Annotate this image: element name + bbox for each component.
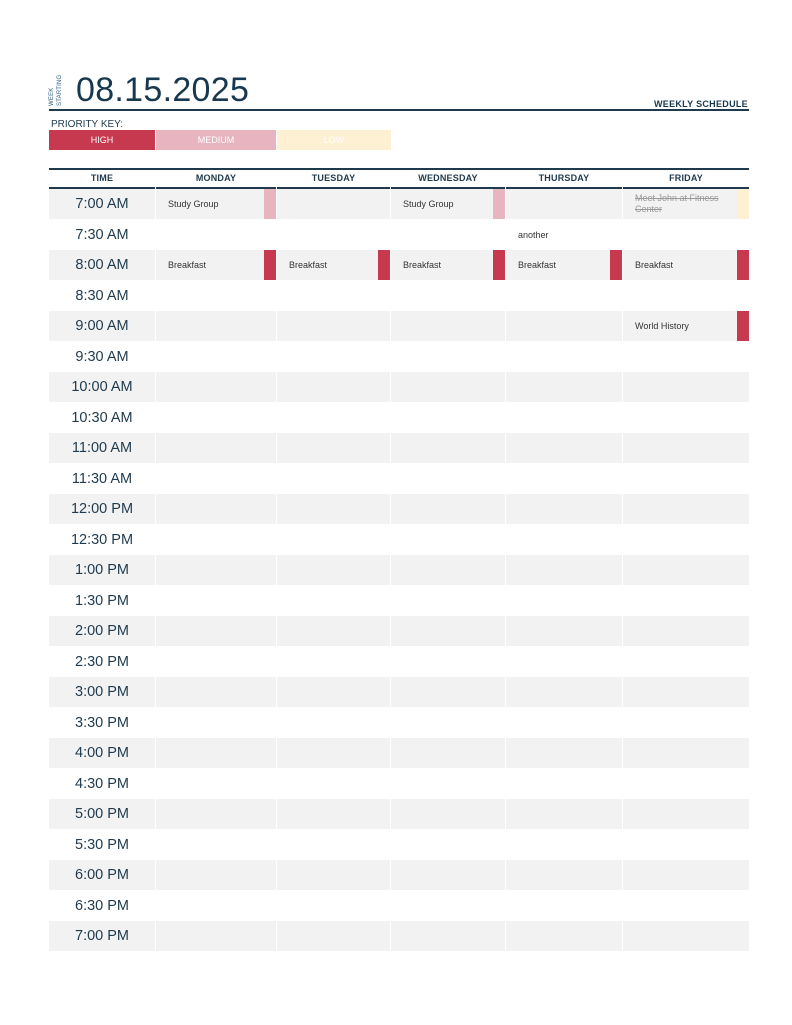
schedule-cell-monday[interactable] <box>156 647 276 677</box>
table-row <box>49 403 749 433</box>
time-cell: 9:00 AM <box>49 311 155 341</box>
week-start-date[interactable]: 08.15.2025 <box>76 71 250 109</box>
schedule-cell-friday[interactable] <box>623 281 749 311</box>
priority-marker-high <box>264 250 276 280</box>
table-row <box>49 342 749 372</box>
schedule-cell-tuesday[interactable] <box>277 220 390 250</box>
event-entry[interactable]: Meet John at Fitness Center <box>635 193 719 214</box>
page-title: WEEKLY SCHEDULE <box>653 99 748 109</box>
time-cell: 3:00 PM <box>49 677 155 707</box>
time-cell: 8:00 AM <box>49 250 155 280</box>
schedule-cell-thursday[interactable] <box>506 494 622 524</box>
schedule-cell-wednesday[interactable] <box>391 464 505 494</box>
schedule-cell-friday[interactable] <box>623 677 749 707</box>
time-cell: 6:00 PM <box>49 860 155 890</box>
schedule-cell-wednesday[interactable] <box>391 830 505 860</box>
schedule-cell-tuesday[interactable] <box>277 708 390 738</box>
table-row <box>49 525 749 555</box>
schedule-cell-tuesday[interactable] <box>277 860 390 890</box>
schedule-cell-friday[interactable] <box>623 799 749 829</box>
table-row <box>49 281 749 311</box>
schedule-cell-thursday[interactable] <box>506 525 622 555</box>
schedule-cell-monday[interactable] <box>156 799 276 829</box>
priority-marker-low <box>737 189 749 219</box>
schedule-cell-wednesday[interactable] <box>391 921 505 951</box>
priority-marker-high <box>737 250 749 280</box>
schedule-cell-thursday[interactable] <box>506 891 622 921</box>
priority-marker-high <box>378 250 390 280</box>
priority-marker-medium <box>264 189 276 219</box>
schedule-cell-tuesday[interactable] <box>277 403 390 433</box>
schedule-cell-monday[interactable] <box>156 342 276 372</box>
schedule-cell-monday[interactable] <box>156 738 276 768</box>
priority-marker-high <box>493 250 505 280</box>
schedule-cell-friday[interactable] <box>623 860 749 890</box>
schedule-cell-friday[interactable] <box>623 403 749 433</box>
schedule-cell-wednesday[interactable] <box>391 494 505 524</box>
schedule-cell-wednesday[interactable] <box>391 433 505 463</box>
time-cell: 1:00 PM <box>49 555 155 585</box>
schedule-cell-monday[interactable] <box>156 921 276 951</box>
schedule-cell-tuesday[interactable] <box>277 891 390 921</box>
schedule-cell-tuesday[interactable] <box>277 433 390 463</box>
time-cell: 9:30 AM <box>75 348 129 365</box>
week-starting-label: WEEK STARTING <box>49 74 63 106</box>
schedule-cell-monday[interactable] <box>156 433 276 463</box>
schedule-cell-monday[interactable] <box>156 677 276 707</box>
schedule-cell-thursday[interactable] <box>506 372 622 402</box>
time-cell: 6:30 PM <box>75 897 129 914</box>
time-cell: 8:30 AM <box>75 287 129 304</box>
table-row <box>49 616 749 646</box>
header-divider <box>49 109 749 111</box>
schedule-cell-friday[interactable] <box>623 555 749 585</box>
time-cell: 5:00 PM <box>49 799 155 829</box>
table-row <box>49 189 749 219</box>
table-row <box>49 738 749 768</box>
schedule-cell-tuesday[interactable] <box>277 738 390 768</box>
time-cell: 10:30 AM <box>71 409 133 426</box>
schedule-cell-tuesday[interactable] <box>277 830 390 860</box>
event-entry[interactable]: Breakfast <box>403 260 442 270</box>
table-row <box>49 372 749 402</box>
time-cell: 4:00 PM <box>49 738 155 768</box>
table-row <box>49 250 749 280</box>
schedule-cell-tuesday[interactable] <box>277 464 390 494</box>
schedule-cell-tuesday[interactable] <box>277 799 390 829</box>
schedule-cell-wednesday[interactable] <box>391 891 505 921</box>
schedule-cell-thursday[interactable] <box>506 708 622 738</box>
table-row <box>49 555 749 585</box>
schedule-cell-wednesday[interactable] <box>391 281 505 311</box>
table-row <box>49 677 749 707</box>
schedule-cell-wednesday[interactable] <box>391 342 505 372</box>
schedule-cell-wednesday[interactable] <box>391 769 505 799</box>
time-cell: 4:30 PM <box>75 775 129 792</box>
time-cell: 10:00 AM <box>49 372 155 402</box>
schedule-cell-thursday[interactable] <box>506 799 622 829</box>
schedule-cell-thursday[interactable] <box>506 921 622 951</box>
event-entry[interactable]: Breakfast <box>168 260 207 270</box>
column-header-friday: FRIDAY <box>623 170 749 189</box>
schedule-cell-monday[interactable] <box>156 494 276 524</box>
schedule-cell-thursday[interactable] <box>506 586 622 616</box>
schedule-cell-thursday[interactable] <box>506 342 622 372</box>
time-cell: 7:00 PM <box>49 921 155 951</box>
schedule-cell-wednesday[interactable] <box>391 860 505 890</box>
schedule-cell-wednesday[interactable] <box>391 555 505 585</box>
time-cell: 1:30 PM <box>75 592 129 609</box>
schedule-cell-tuesday[interactable] <box>277 586 390 616</box>
schedule-cell-tuesday[interactable] <box>277 525 390 555</box>
column-header-monday: MONDAY <box>156 170 276 189</box>
time-cell: 11:30 AM <box>71 470 133 487</box>
schedule-cell-friday[interactable] <box>623 830 749 860</box>
column-header-wednesday: WEDNESDAY <box>391 170 505 189</box>
time-cell: 12:00 PM <box>49 494 155 524</box>
schedule-cell-monday[interactable] <box>156 281 276 311</box>
table-row <box>49 860 749 890</box>
table-row <box>49 708 749 738</box>
schedule-cell-tuesday[interactable] <box>277 921 390 951</box>
schedule-cell-monday[interactable] <box>156 769 276 799</box>
event-entry[interactable]: Breakfast <box>635 260 674 270</box>
schedule-cell-friday[interactable] <box>623 921 749 951</box>
event-entry[interactable]: another <box>518 229 549 240</box>
event-entry[interactable]: Breakfast <box>518 260 557 270</box>
schedule-cell-friday[interactable] <box>623 433 749 463</box>
schedule-cell-tuesday[interactable] <box>277 555 390 585</box>
schedule-cell-thursday[interactable] <box>506 433 622 463</box>
schedule-cell-friday[interactable] <box>623 342 749 372</box>
schedule-cell-thursday[interactable] <box>506 403 622 433</box>
schedule-cell-wednesday[interactable] <box>391 677 505 707</box>
schedule-cell-wednesday[interactable] <box>391 708 505 738</box>
time-cell: 2:00 PM <box>49 616 155 646</box>
schedule-cell-monday[interactable] <box>156 220 276 250</box>
schedule-cell-friday[interactable] <box>623 769 749 799</box>
event-entry[interactable]: Breakfast <box>289 260 328 270</box>
schedule-cell-thursday[interactable] <box>506 189 622 219</box>
schedule-cell-thursday[interactable] <box>506 464 622 494</box>
column-header-tuesday: TUESDAY <box>277 170 390 189</box>
schedule-cell-thursday[interactable] <box>506 738 622 768</box>
priority-marker-high <box>610 250 622 280</box>
schedule-cell-monday[interactable] <box>156 586 276 616</box>
schedule-cell-tuesday[interactable] <box>277 677 390 707</box>
schedule-cell-monday[interactable] <box>156 830 276 860</box>
schedule-cell-thursday[interactable] <box>506 281 622 311</box>
table-row <box>49 311 749 341</box>
schedule-cell-monday[interactable] <box>156 860 276 890</box>
schedule-cell-monday[interactable] <box>156 464 276 494</box>
schedule-cell-thursday[interactable] <box>506 677 622 707</box>
schedule-cell-friday[interactable] <box>623 494 749 524</box>
schedule-cell-thursday[interactable] <box>506 555 622 585</box>
schedule-cell-tuesday[interactable] <box>277 372 390 402</box>
table-row <box>49 464 749 494</box>
schedule-cell-tuesday[interactable] <box>277 616 390 646</box>
schedule-cell-thursday[interactable] <box>506 769 622 799</box>
schedule-cell-thursday[interactable] <box>506 860 622 890</box>
schedule-cell-tuesday[interactable] <box>277 311 390 341</box>
schedule-cell-wednesday[interactable] <box>391 311 505 341</box>
schedule-cell-wednesday[interactable] <box>391 372 505 402</box>
table-row <box>49 830 749 860</box>
schedule-cell-wednesday[interactable] <box>391 738 505 768</box>
schedule-cell-monday[interactable] <box>156 708 276 738</box>
table-row <box>49 647 749 677</box>
event-entry[interactable]: Study Group <box>168 199 219 209</box>
schedule-cell-wednesday[interactable] <box>391 586 505 616</box>
schedule-cell-friday[interactable] <box>623 708 749 738</box>
schedule-cell-monday[interactable] <box>156 372 276 402</box>
schedule-cell-monday[interactable] <box>156 525 276 555</box>
event-entry[interactable]: World History <box>635 321 689 331</box>
schedule-cell-wednesday[interactable] <box>391 799 505 829</box>
table-row <box>49 891 749 921</box>
schedule-cell-tuesday[interactable] <box>277 769 390 799</box>
schedule-cell-wednesday[interactable] <box>391 525 505 555</box>
schedule-cell-monday[interactable] <box>156 311 276 341</box>
time-cell: 7:00 AM <box>49 189 155 219</box>
schedule-cell-monday[interactable] <box>156 891 276 921</box>
schedule-cell-friday[interactable] <box>623 647 749 677</box>
table-row <box>49 433 749 463</box>
priority-key-low: LOW <box>277 130 391 150</box>
priority-marker-medium <box>493 189 505 219</box>
priority-key-label: PRIORITY KEY: <box>51 119 124 130</box>
time-cell: 7:30 AM <box>75 226 129 243</box>
table-row <box>49 494 749 524</box>
schedule-cell-tuesday[interactable] <box>277 647 390 677</box>
schedule-cell-monday[interactable] <box>156 555 276 585</box>
schedule-cell-friday[interactable] <box>623 738 749 768</box>
schedule-cell-monday[interactable] <box>156 616 276 646</box>
schedule-cell-friday[interactable] <box>623 525 749 555</box>
schedule-cell-friday[interactable] <box>623 616 749 646</box>
time-cell: 2:30 PM <box>75 653 129 670</box>
schedule-cell-friday[interactable] <box>623 464 749 494</box>
table-row <box>49 586 749 616</box>
schedule-cell-monday[interactable] <box>156 403 276 433</box>
schedule-cell-thursday[interactable] <box>506 616 622 646</box>
time-cell: 12:30 PM <box>70 531 134 548</box>
schedule-cell-friday[interactable] <box>623 891 749 921</box>
schedule-cell-wednesday[interactable] <box>391 647 505 677</box>
table-row <box>49 921 749 951</box>
schedule-cell-tuesday[interactable] <box>277 494 390 524</box>
priority-key-high: HIGH <box>49 130 155 150</box>
priority-key-medium: MEDIUM <box>156 130 276 150</box>
schedule-cell-thursday[interactable] <box>506 647 622 677</box>
column-header-thursday: THURSDAY <box>506 170 622 189</box>
column-header-time: TIME <box>49 170 155 189</box>
schedule-cell-tuesday[interactable] <box>277 342 390 372</box>
schedule-cell-tuesday[interactable] <box>277 281 390 311</box>
schedule-cell-thursday[interactable] <box>506 830 622 860</box>
schedule-cell-wednesday[interactable] <box>391 616 505 646</box>
schedule-cell-friday[interactable] <box>623 220 749 250</box>
schedule-cell-friday[interactable] <box>623 372 749 402</box>
schedule-cell-wednesday[interactable] <box>391 403 505 433</box>
table-row <box>49 769 749 799</box>
time-cell: 5:30 PM <box>75 836 129 853</box>
schedule-cell-thursday[interactable] <box>506 311 622 341</box>
priority-marker-high <box>737 311 749 341</box>
table-row <box>49 220 749 250</box>
time-cell: 11:00 AM <box>49 433 155 463</box>
schedule-cell-tuesday[interactable] <box>277 189 390 219</box>
time-cell: 3:30 PM <box>75 714 129 731</box>
schedule-cell-wednesday[interactable] <box>391 220 505 250</box>
event-entry[interactable]: Study Group <box>403 199 454 209</box>
schedule-cell-friday[interactable] <box>623 586 749 616</box>
table-row <box>49 799 749 829</box>
